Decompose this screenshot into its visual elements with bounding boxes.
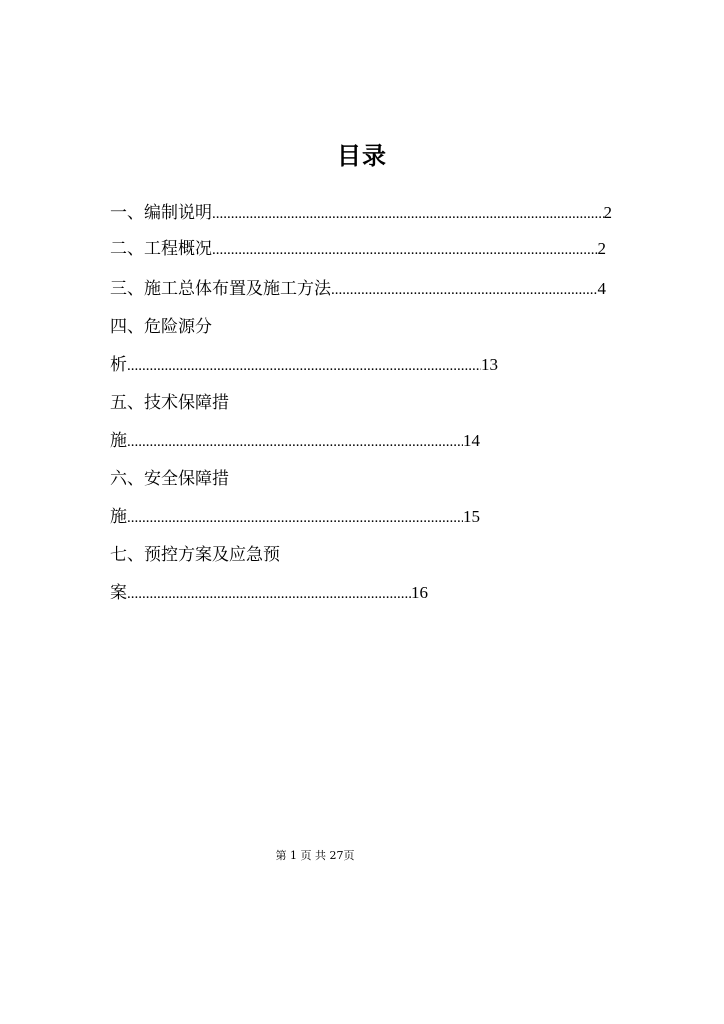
toc-page-number: 4: [597, 279, 606, 298]
toc-entry-label: 三、施工总体布置及施工方法: [110, 279, 331, 299]
toc-dot-leader: [127, 505, 463, 530]
toc-dot-leader: [212, 237, 598, 262]
toc-page-number: 15: [463, 507, 480, 526]
toc-dot-leader: [331, 277, 598, 302]
toc-entry-4-heading[interactable]: 四、危险源分: [110, 317, 212, 337]
toc-entry-5[interactable]: [110, 428, 480, 454]
toc-entry-7[interactable]: [110, 580, 428, 606]
toc-dot-leader: [127, 429, 463, 454]
toc-dot-leader: [127, 581, 411, 606]
toc-entry-7-heading[interactable]: 七、预控方案及应急预: [110, 545, 280, 565]
toc-dot-leader: [127, 353, 481, 378]
toc-entry-label: 一、编制说明: [110, 203, 212, 223]
toc-entry-6[interactable]: [110, 504, 480, 530]
toc-page-number: 2: [597, 239, 606, 258]
toc-page-number: 14: [463, 431, 480, 450]
toc-entry-5-heading[interactable]: 五、技术保障措: [110, 393, 229, 413]
toc-entry-3[interactable]: [110, 276, 606, 302]
toc-page-number: 13: [481, 355, 498, 374]
toc-entry-6-heading[interactable]: 六、安全保障措: [110, 469, 229, 489]
toc-entry-1[interactable]: [110, 200, 612, 226]
toc-entry-4[interactable]: [110, 352, 498, 378]
toc-entry-label: 析: [110, 355, 127, 375]
page-title: 目录: [337, 142, 387, 170]
toc-entry-label: 施: [110, 507, 127, 527]
toc-entry-label: 二、工程概况: [110, 239, 212, 259]
toc-entry-label: 施: [110, 431, 127, 451]
toc-dot-leader: [212, 201, 604, 226]
toc-entry-2[interactable]: [110, 236, 606, 262]
toc-page-number: 2: [603, 203, 612, 222]
page-footer: 第 1 页 共 27页: [275, 849, 355, 862]
toc-entry-label: 案: [110, 583, 127, 603]
toc-page-number: 16: [411, 583, 428, 602]
